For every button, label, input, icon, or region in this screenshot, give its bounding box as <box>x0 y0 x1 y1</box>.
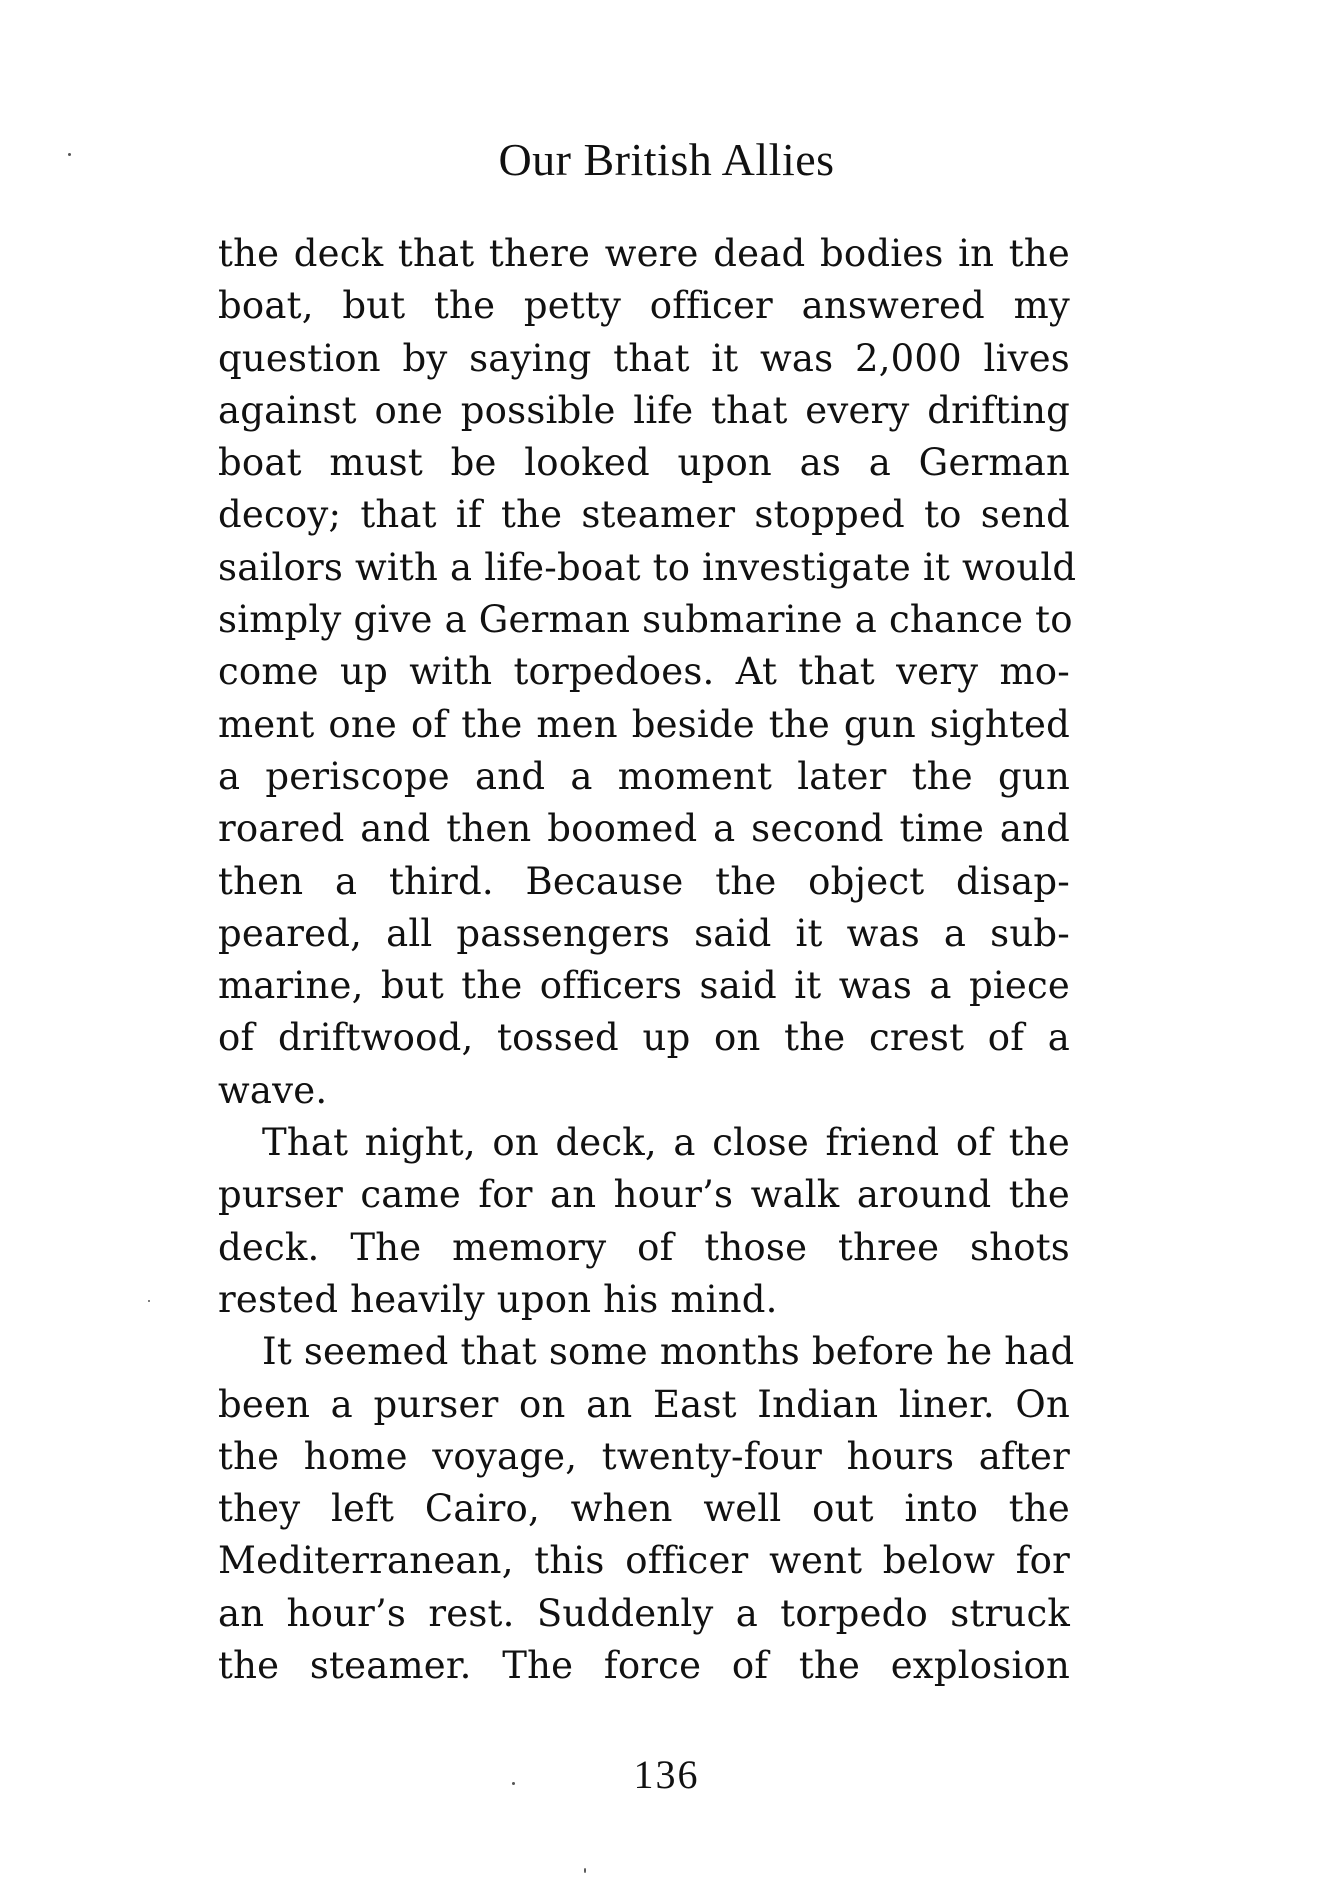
text-line: against one possible life that every drifting <box>218 388 1070 432</box>
text-line: ment one of the men beside the gun sighted <box>218 702 1070 746</box>
text-line: roared and then boomed a second time and <box>218 807 1070 851</box>
text-line: simply give a German submarine a chance to <box>218 598 1073 642</box>
text-line: then a third. Because the object disap- <box>218 859 1070 903</box>
text-line: peared, all passengers said it was a sub- <box>218 911 1070 955</box>
text-line: question by saying that it was 2,000 lives <box>218 336 1070 380</box>
text-line: That night, on deck, a close friend of the <box>262 1121 1070 1165</box>
body-text <box>218 228 1077 1692</box>
text-line: they left Cairo, when well out into the <box>218 1487 1070 1531</box>
text-line: the deck that there were dead bodies in the <box>218 232 1070 275</box>
text-line: come up with torpedoes. At that very mo- <box>218 650 1070 694</box>
text-line: of driftwood, tossed up on the crest of a <box>218 1016 1070 1060</box>
scan-speck <box>512 1782 515 1785</box>
page-number: 136 <box>633 1752 700 1797</box>
scan-speck <box>584 1868 586 1873</box>
text-line: boat must be looked upon as a German <box>218 441 1070 485</box>
text-line: wave. <box>218 1068 328 1112</box>
text-line: a periscope and a moment later the gun <box>218 754 1070 798</box>
text-line: purser came for an hour’s walk around the <box>218 1173 1070 1217</box>
text-line: boat, but the petty officer answered my <box>218 284 1070 328</box>
text-line: rested heavily upon his mind. <box>218 1277 778 1321</box>
scan-speck <box>148 1300 150 1302</box>
text-line: It seemed that some months before he had <box>262 1330 1075 1374</box>
text-line: deck. The memory of those three shots <box>218 1225 1070 1269</box>
text-line: been a purser on an East Indian liner. On <box>218 1382 1070 1426</box>
running-head: Our British Allies <box>498 134 835 185</box>
scan-speck <box>68 153 71 156</box>
text-line: the steamer. The force of the explosion <box>218 1644 1070 1688</box>
text-line: the home voyage, twenty-four hours after <box>218 1434 1070 1478</box>
text-line: Mediterranean, this officer went below for <box>218 1539 1070 1583</box>
text-line: decoy; that if the steamer stopped to send <box>218 493 1070 537</box>
text-line: an hour’s rest. Suddenly a torpedo struck <box>218 1591 1070 1635</box>
text-line: marine, but the officers said it was a piece <box>218 964 1070 1008</box>
text-line: sailors with a life-boat to investigate it would <box>218 545 1077 589</box>
